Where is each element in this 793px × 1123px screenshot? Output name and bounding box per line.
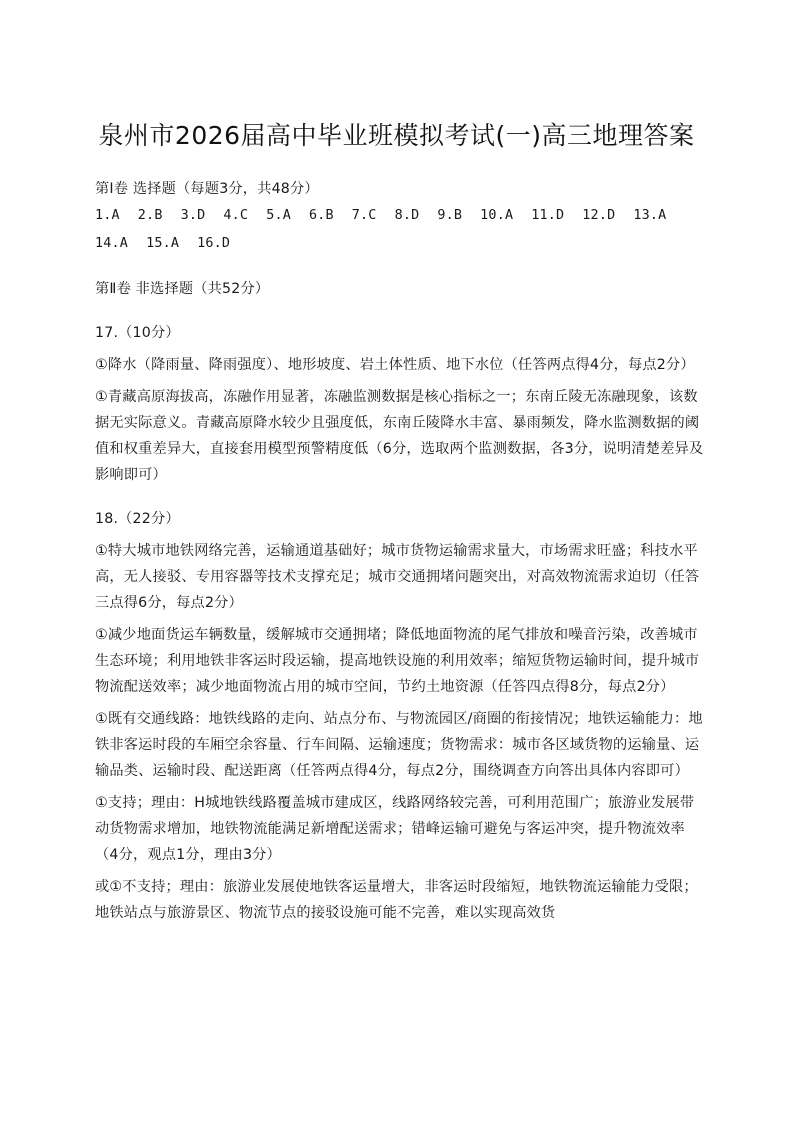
q17-heading: 17.（10分） — [95, 325, 180, 341]
q18-heading: 18.（22分） — [95, 511, 180, 527]
mc-answer: 4.C — [223, 208, 249, 223]
q17-answer-2: ①青藏高原海拔高，冻融作用显著，冻融监测数据是核心指标之一；东南丘陵无冻融现象，该数据无实际意义。青藏高原降水较少且强度低，东南丘陵降水丰富、暴雨频发，降水监测数据的阈值和权重差异大，直接套用模型预警精度低（6分，选取两个监测数据，各3分，说明清楚差异及影响即可） — [95, 389, 704, 483]
mc-answer: 13.A — [633, 208, 667, 223]
q18-answer-1: ①特大城市地铁网络完善，运输通道基础好；城市货物运输需求量大，市场需求旺盛；科技水平高，无人接驳、专用容器等技术支撑充足；城市交通拥堵问题突出，对高效物流需求迫切（任答三点得6分，每点2分） — [95, 543, 700, 611]
mc-answer: 10.A — [480, 208, 514, 223]
q18-answer-3: ①既有交通线路：地铁线路的走向、站点分布、与物流园区/商圈的衔接情况；地铁运输能力：地铁非客运时段的车厢空余容量、行车间隔、运输速度；货物需求：城市各区域货物的运输量、运输品类、运输时段、配送距离（任答两点得4分，每点2分，围绕调查方向答出具体内容即可） — [95, 711, 703, 779]
mc-answer: 16.D — [197, 236, 231, 251]
q18-answer-2: ①减少地面货运车辆数量，缓解城市交通拥堵；降低地面物流的尾气排放和噪音污染，改善城市生态环境；利用地铁非客运时段运输，提高地铁设施的利用效率；缩短货物运输时间，提升城市物流配送效率；减少地面物流占用的城市空间，节约土地资源（任答四点得8分，每点2分） — [95, 627, 700, 695]
mc-answer: 12.D — [582, 208, 616, 223]
mc-answer: 3.D — [180, 208, 206, 223]
mc-answer: 7.C — [351, 208, 377, 223]
mc-answer: 11.D — [531, 208, 565, 223]
mc-answer: 15.A — [146, 236, 180, 251]
q18-answer-4: ①支持；理由：H城地铁线路覆盖城市建成区，线路网络较完善，可利用范围广；旅游业发展带动货物需求增加，地铁物流能满足新增配送需求；错峰运输可避免与客运冲突，提升物流效率（4分，观点1分，理由3分） — [95, 795, 695, 863]
q17-answer-1: ①降水（降雨量、降雨强度）、地形坡度、岩土体性质、地下水位（任答两点得4分，每点2分） — [95, 357, 695, 373]
mc-answer: 2.B — [137, 208, 163, 223]
part1-heading: 第Ⅰ卷 选择题（每题3分，共48分） — [95, 181, 319, 197]
q18-answer-5: 或①不支持；理由：旅游业发展使地铁客运量增大，非客运时段缩短，地铁物流运输能力受限；地铁站点与旅游景区、物流节点的接驳设施可能不完善，难以实现高效货 — [95, 879, 698, 921]
mc-answer: 9.B — [437, 208, 463, 223]
part2-heading: 第Ⅱ卷 非选择题（共52分） — [95, 281, 270, 297]
mc-answer: 8.D — [394, 208, 420, 223]
answer-content — [95, 176, 705, 926]
multiple-choice-answers — [95, 202, 705, 258]
mc-answer: 5.A — [266, 208, 291, 223]
mc-answer: 14.A — [95, 236, 129, 251]
page-title: 泉州市2026届高中毕业班模拟考试(一)高三地理答案 — [98, 121, 695, 150]
mc-answer: 6.B — [308, 208, 334, 223]
mc-answer: 1.A — [95, 208, 120, 223]
